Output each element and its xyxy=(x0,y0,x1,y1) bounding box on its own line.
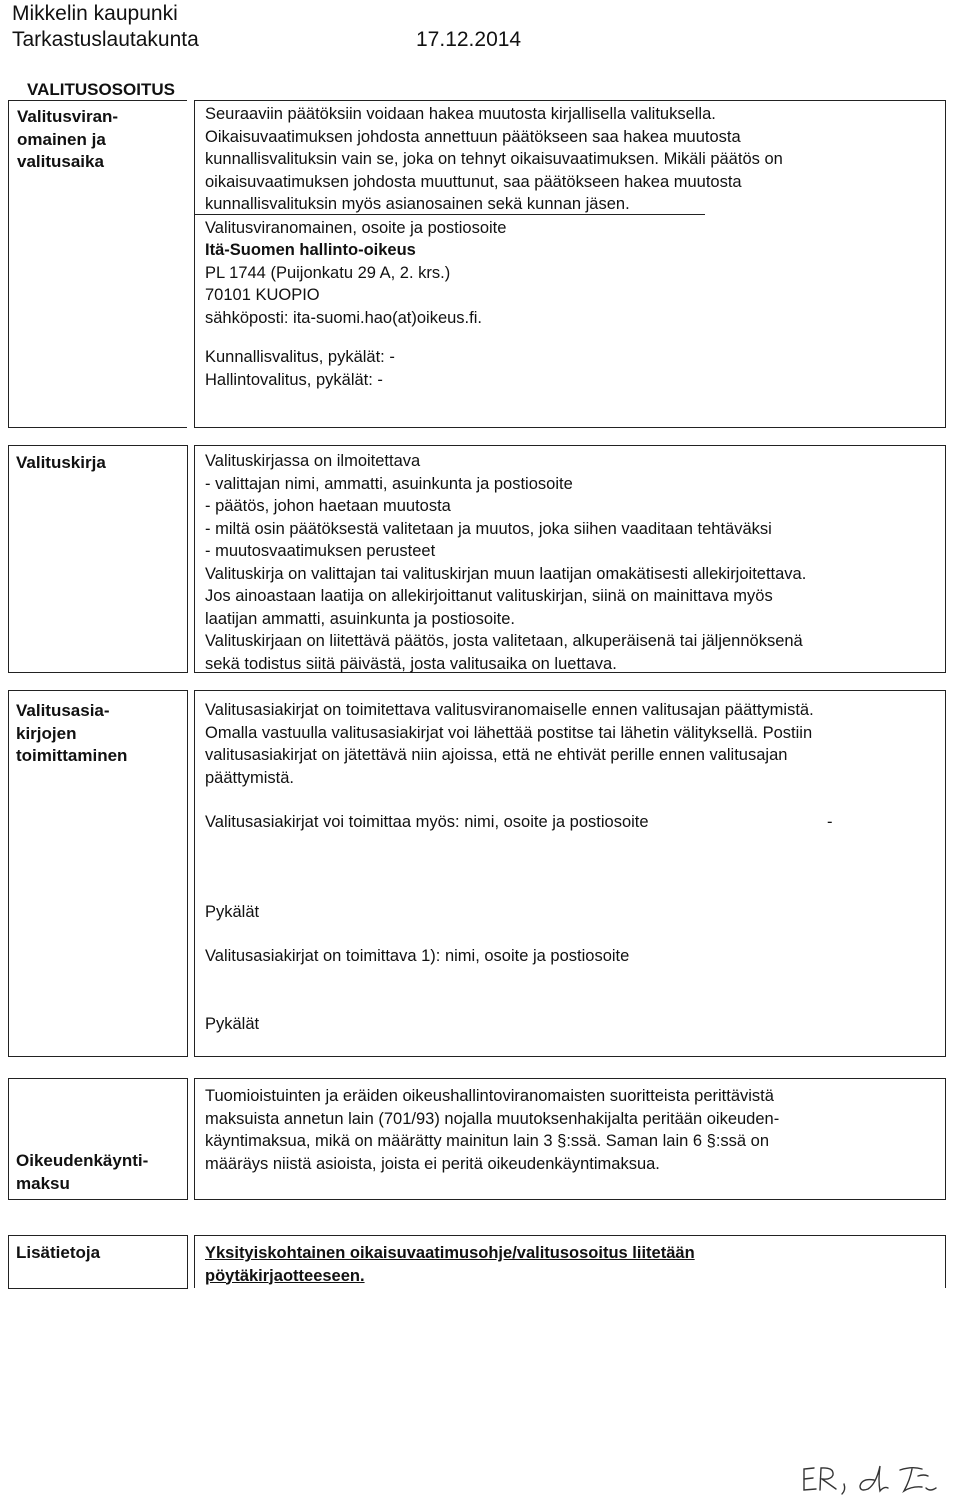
lisatietoja-label: Lisätietoja xyxy=(16,1243,101,1262)
document-date: 17.12.2014 xyxy=(416,28,522,51)
valituskirja-content-box xyxy=(194,445,946,673)
lisatietoja-content-box xyxy=(194,1235,946,1288)
deliver-to-label: Valitusasiakirjat on toimittava 1): nimi, osoite ja postiosoite xyxy=(205,947,630,965)
toimittaminen-label-box xyxy=(8,690,188,1057)
maksu-label-box xyxy=(8,1078,188,1200)
handwritten-initials xyxy=(800,1458,950,1505)
also-deliver-label: Valitusasiakirjat voi toimittaa myös: nimi, osoite ja postiosoite xyxy=(205,813,649,831)
toimittaminen-content-box xyxy=(194,690,946,1057)
authority-pykalat: Kunnallisvalitus, pykälät: - Hallintovalitus, pykälät: - xyxy=(205,348,395,389)
valituskirja-text: Valituskirjassa on ilmoitettava - valittajan nimi, ammatti, asuinkunta ja postiosoite - päätös, johon haetaan muutosta - miltä osin päätöksestä valitetaan ja muutos, joka siihen vaaditaan tehtäväksi - muutosvaatimuksen perusteet Valituskirja on valittajan tai valituskirjan muun laatijan omakätisesti allekirjoitettava. Jos ainoastaan laatija on allekirjoittanut valituskirjan, siinä on mainittava myös laatijan ammatti, asuinkunta ja postiosoite. Valituskirjaan on liitettävä päätös, josta valitetaan, alkuperäisenä tai jäljennöksenä sekä todistus siitä päivästä, josta valitusaika on luettava. xyxy=(205,452,807,673)
page-title: VALITUSOSOITUS xyxy=(27,80,175,99)
toimittaminen-label: Valitusasia- kirjojen toimittaminen xyxy=(16,701,128,765)
authority-intro: Seuraaviin päätöksiin voidaan hakea muutosta kirjallisella valituksella. Oikaisuvaatimuksen johdosta annettuun päätökseen saa hakea muutosta kunnallisvalituksin vain se, joka on tehnyt oikaisuvaatimuksen. Mikäli päätös on oikaisuvaatimuksen johdosta muuttunut, saa päätökseen hakea muutosta kunnallisvalituksin myös asianosainen sekä kunnan jäsen. xyxy=(205,105,783,213)
toimittaminen-text: Valitusasiakirjat on toimitettava valitusviranomaiselle ennen valitusajan päättymistä. Omalla vastuulla valitusasiakirjat voi lähettää postitse tai lähetin välityksellä. Postiin valitusasiakirjat on jätettävä niin ajoissa, että ne ehtivät perille ennen valitusajan päättymistä. xyxy=(205,701,814,787)
maksu-text: Tuomioistuinten ja eräiden oikeushallintoviranomaisten suoritteista perittävistä maksuista annetun lain (701/93) nojalla muutoksenhakijalta peritään oikeuden- käyntimaksua, mikä on määrätty mainitun lain 3 §:ssä. Saman lain 6 §:ssä on määräys niistä asioista, joista ei peritä oikeudenkäyntimaksua. xyxy=(205,1087,780,1173)
authority-address: Valitusviranomainen, osoite ja postiosoite Itä-Suomen hallinto-oikeus PL 1744 (Puijonkatu 29 A, 2. krs.) 70101 KUOPIO sähköposti: ita-suomi.hao(at)oikeus.fi. xyxy=(195,215,945,330)
lisatietoja-text: Yksityiskohtainen oikaisuvaatimusohje/valitusosoitus liitetään pöytäkirjaotteeseen. xyxy=(205,1244,695,1285)
lisatietoja-label-box xyxy=(8,1235,188,1289)
pykalat-2: Pykälät xyxy=(205,1015,260,1033)
valituskirja-label: Valituskirja xyxy=(16,453,106,472)
authority-content-box xyxy=(194,100,946,428)
maksu-label: Oikeudenkäynti- maksu xyxy=(16,1151,149,1193)
authority-label: Valitusviran- omainen ja valitusaika xyxy=(17,107,119,171)
valituskirja-label-box xyxy=(8,445,188,673)
pykalat-1: Pykälät xyxy=(205,903,260,921)
also-deliver-value: - xyxy=(827,813,833,831)
authority-label-box xyxy=(8,100,187,428)
maksu-content-box xyxy=(194,1078,946,1200)
org-name: Mikkelin kaupunki xyxy=(12,2,178,25)
body-name: Tarkastuslautakunta xyxy=(12,28,199,51)
court-name: Itä-Suomen hallinto-oikeus xyxy=(205,241,416,259)
